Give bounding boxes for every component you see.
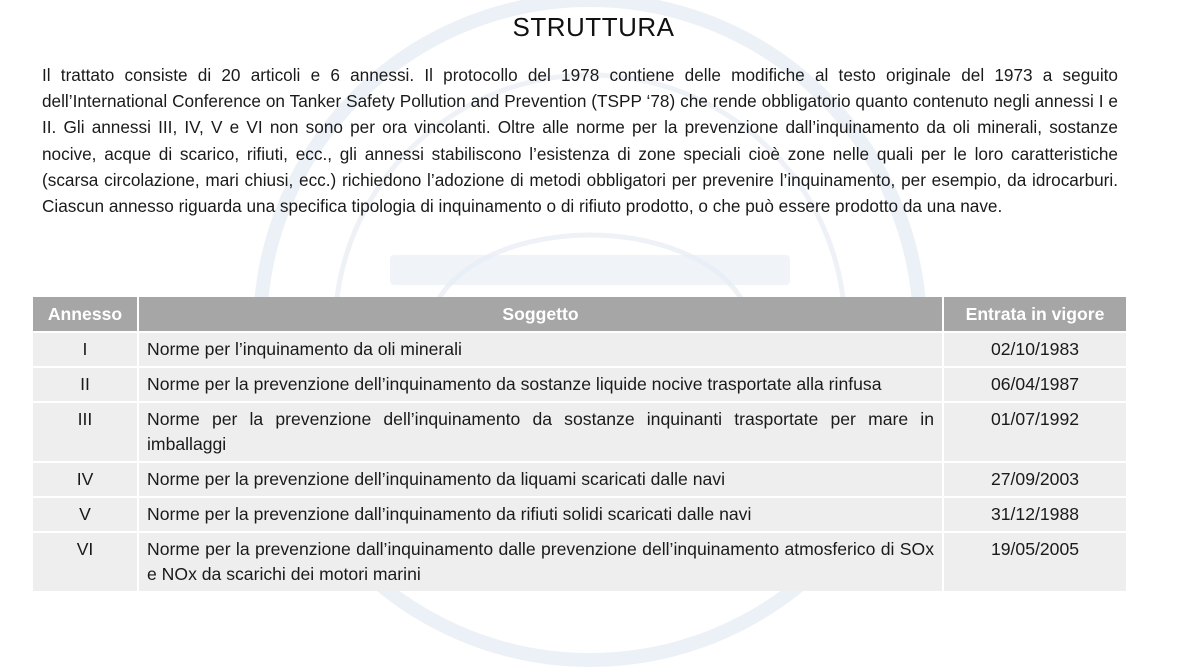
annex-subject: Norme per la prevenzione dall’inquinamento da rifiuti solidi scaricati dalle navi	[138, 497, 943, 532]
annex-subject: Norme per la prevenzione dall’inquinamento dalle prevenzione dell’inquinamento atmosferico di SOx e NOx da scarichi dei motori marini	[138, 532, 943, 591]
annex-number: V	[33, 497, 138, 532]
table-row	[33, 497, 1126, 532]
table-row	[33, 532, 1126, 591]
annex-subject: Norme per la prevenzione dell’inquinamento da liquami scaricati dalle navi	[138, 462, 943, 497]
annex-subject: Norme per la prevenzione dell’inquinamento da sostanze inquinanti trasportate per mare in imballaggi	[138, 402, 943, 462]
table-row	[33, 367, 1126, 402]
annex-number: VI	[33, 532, 138, 591]
annex-number: I	[33, 332, 138, 367]
page-title: STRUTTURA	[512, 12, 675, 42]
column-header-annesso: Annesso	[33, 297, 138, 332]
annex-subject: Norme per la prevenzione dell’inquinamento da sostanze liquide nocive trasportate alla rinfusa	[138, 367, 943, 402]
table-row	[33, 462, 1126, 497]
column-header-entrata: Entrata in vigore	[943, 297, 1126, 332]
annex-number: III	[33, 402, 138, 462]
annex-date: 01/07/1992	[943, 402, 1126, 462]
table-header-row	[33, 297, 1126, 332]
annex-date: 06/04/1987	[943, 367, 1126, 402]
annex-number: IV	[33, 462, 138, 497]
annex-date: 27/09/2003	[943, 462, 1126, 497]
table-row	[33, 402, 1126, 462]
column-header-soggetto: Soggetto	[138, 297, 943, 332]
annex-table	[33, 297, 1126, 591]
intro-paragraph: Il trattato consiste di 20 articoli e 6 annessi. Il protocollo del 1978 contiene delle modifiche al testo originale del 1973 a seguito dell’International Conference on Tanker Safety Pollution and Prevention (TSPP ‘78) che rende obbligatorio quanto contenuto negli annessi I e II. Gli annessi III, IV, V e VI non sono per ora vincolanti. Oltre alle norme per la prevenzione dall’inquinamento da oli minerali, sostanze nocive, acque di scarico, rifiuti, ecc., gli annessi stabiliscono l’esistenza di zone speciali cioè zone nelle quali per le loro caratteristiche (scarsa circolazione, mari chiusi, ecc.) richiedono l’adozione di metodi obbligatori per prevenire l’inquinamento, per esempio, da idrocarburi. Ciascun annesso riguarda una specifica tipologia di inquinamento o di rifiuto prodotto, o che può essere prodotto da una nave.	[42, 65, 1118, 217]
annex-number: II	[33, 367, 138, 402]
annex-date: 02/10/1983	[943, 332, 1126, 367]
annex-date: 19/05/2005	[943, 532, 1126, 591]
annex-subject: Norme per l’inquinamento da oli minerali	[138, 332, 943, 367]
table-row	[33, 332, 1126, 367]
annex-date: 31/12/1988	[943, 497, 1126, 532]
